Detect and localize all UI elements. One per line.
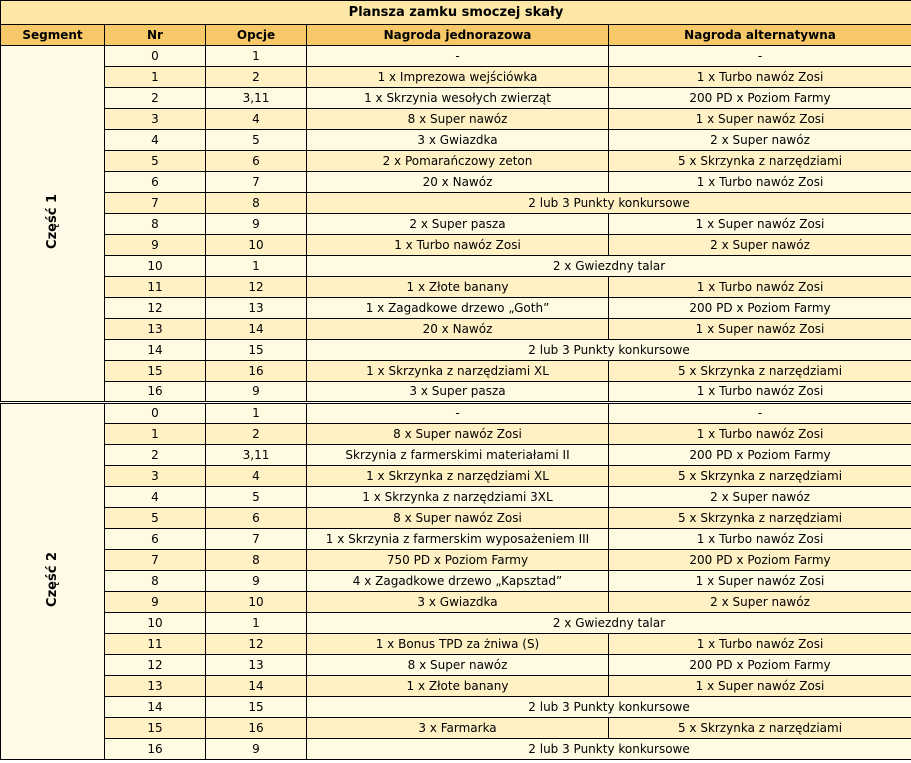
header-row	[1, 25, 911, 46]
cell-nr: 12	[105, 655, 206, 676]
cell-nagroda-jednorazowa: 8 x Super nawóz Zosi	[307, 424, 609, 445]
table-row	[1, 319, 911, 340]
cell-nagroda-jednorazowa: 1 x Skrzynka z narzędziami XL	[307, 466, 609, 487]
table-row	[1, 634, 911, 655]
table-row	[1, 676, 911, 697]
cell-nagroda-alternatywna: 1 x Turbo nawóz Zosi	[609, 424, 911, 445]
table-row	[1, 67, 911, 88]
cell-opcje: 13	[206, 298, 307, 319]
table-row	[1, 487, 911, 508]
cell-opcje: 6	[206, 508, 307, 529]
cell-nr: 8	[105, 214, 206, 235]
cell-nagroda-jednorazowa: 3 x Gwiazdka	[307, 592, 609, 613]
cell-opcje: 5	[206, 487, 307, 508]
cell-nr: 9	[105, 592, 206, 613]
cell-opcje: 1	[206, 46, 307, 67]
cell-nagroda-alternatywna: 1 x Super nawóz Zosi	[609, 214, 911, 235]
cell-nr: 5	[105, 508, 206, 529]
table-row	[1, 277, 911, 298]
cell-nagroda-jednorazowa: -	[307, 46, 609, 67]
cell-opcje: 9	[206, 739, 307, 760]
table-row	[1, 592, 911, 613]
cell-nagroda-jednorazowa: 1 x Bonus TPD za żniwa (S)	[307, 634, 609, 655]
cell-opcje: 14	[206, 319, 307, 340]
cell-opcje: 9	[206, 214, 307, 235]
cell-nagroda-jednorazowa: 3 x Farmarka	[307, 718, 609, 739]
cell-nagroda-jednorazowa: 4 x Zagadkowe drzewo „Kapsztad”	[307, 571, 609, 592]
cell-nagroda-alternatywna: 2 x Super nawóz	[609, 487, 911, 508]
segment-label: Część 2	[44, 552, 60, 607]
cell-nr: 11	[105, 634, 206, 655]
cell-opcje: 12	[206, 277, 307, 298]
cell-nagroda-alternatywna: 1 x Super nawóz Zosi	[609, 109, 911, 130]
cell-nr: 15	[105, 718, 206, 739]
cell-opcje: 2	[206, 424, 307, 445]
cell-nagroda-alternatywna: -	[609, 46, 911, 67]
cell-nr: 8	[105, 571, 206, 592]
cell-nagroda-jednorazowa: 2 x Pomarańczowy zeton	[307, 151, 609, 172]
cell-nagroda-alternatywna: 1 x Turbo nawóz Zosi	[609, 382, 911, 403]
header-segment: Segment	[1, 25, 105, 46]
table-row	[1, 403, 911, 424]
table-row	[1, 445, 911, 466]
cell-nagroda-alternatywna: 5 x Skrzynka z narzędziami	[609, 508, 911, 529]
table-row	[1, 361, 911, 382]
cell-nagroda-alternatywna: 200 PD x Poziom Farmy	[609, 88, 911, 109]
table-row	[1, 340, 911, 361]
cell-opcje: 7	[206, 172, 307, 193]
cell-nagroda-wspolna: 2 x Gwiezdny talar	[307, 613, 911, 634]
cell-opcje: 9	[206, 382, 307, 403]
cell-nr: 2	[105, 88, 206, 109]
cell-nagroda-jednorazowa: 3 x Gwiazdka	[307, 130, 609, 151]
cell-opcje: 12	[206, 634, 307, 655]
cell-opcje: 9	[206, 571, 307, 592]
cell-opcje: 1	[206, 256, 307, 277]
cell-nagroda-jednorazowa: 1 x Imprezowa wejściówka	[307, 67, 609, 88]
cell-nagroda-alternatywna: 5 x Skrzynka z narzędziami	[609, 361, 911, 382]
cell-nagroda-jednorazowa: 20 x Nawóz	[307, 319, 609, 340]
cell-nr: 13	[105, 676, 206, 697]
segment-cell	[1, 403, 105, 760]
cell-opcje: 8	[206, 550, 307, 571]
cell-nagroda-wspolna: 2 x Gwiezdny talar	[307, 256, 911, 277]
cell-nagroda-alternatywna: 5 x Skrzynka z narzędziami	[609, 466, 911, 487]
table-row	[1, 256, 911, 277]
cell-opcje: 15	[206, 697, 307, 718]
cell-nagroda-wspolna: 2 lub 3 Punkty konkursowe	[307, 340, 911, 361]
cell-opcje: 14	[206, 676, 307, 697]
cell-opcje: 10	[206, 235, 307, 256]
cell-nr: 4	[105, 487, 206, 508]
cell-opcje: 3,11	[206, 445, 307, 466]
cell-nagroda-alternatywna: 1 x Turbo nawóz Zosi	[609, 67, 911, 88]
cell-nagroda-jednorazowa: 3 x Super pasza	[307, 382, 609, 403]
header-nagroda-alternatywna: Nagroda alternatywna	[609, 25, 911, 46]
cell-nr: 9	[105, 235, 206, 256]
cell-opcje: 16	[206, 718, 307, 739]
table-row	[1, 655, 911, 676]
cell-nagroda-alternatywna: 1 x Turbo nawóz Zosi	[609, 172, 911, 193]
cell-nagroda-wspolna: 2 lub 3 Punkty konkursowe	[307, 697, 911, 718]
table-row	[1, 508, 911, 529]
cell-nr: 1	[105, 424, 206, 445]
cell-nr: 16	[105, 382, 206, 403]
cell-nr: 6	[105, 529, 206, 550]
segment-label: Część 1	[44, 194, 60, 249]
cell-nagroda-alternatywna: 1 x Turbo nawóz Zosi	[609, 277, 911, 298]
cell-opcje: 5	[206, 130, 307, 151]
table-row	[1, 88, 911, 109]
cell-nagroda-alternatywna: -	[609, 403, 911, 424]
cell-nr: 7	[105, 550, 206, 571]
table-row	[1, 235, 911, 256]
cell-opcje: 4	[206, 466, 307, 487]
cell-nagroda-alternatywna: 2 x Super nawóz	[609, 235, 911, 256]
cell-nr: 15	[105, 361, 206, 382]
cell-nagroda-alternatywna: 200 PD x Poziom Farmy	[609, 298, 911, 319]
cell-opcje: 1	[206, 613, 307, 634]
cell-nagroda-jednorazowa: 1 x Złote banany	[307, 277, 609, 298]
table-row	[1, 529, 911, 550]
cell-opcje: 1	[206, 403, 307, 424]
cell-nr: 14	[105, 697, 206, 718]
cell-nr: 10	[105, 613, 206, 634]
cell-opcje: 3,11	[206, 88, 307, 109]
cell-nr: 2	[105, 445, 206, 466]
table-title: Plansza zamku smoczej skały	[1, 1, 911, 25]
cell-nagroda-jednorazowa: 1 x Skrzynka z narzędziami XL	[307, 361, 609, 382]
cell-nagroda-alternatywna: 5 x Skrzynka z narzędziami	[609, 718, 911, 739]
cell-nr: 13	[105, 319, 206, 340]
cell-nr: 16	[105, 739, 206, 760]
table-row	[1, 718, 911, 739]
table-row	[1, 46, 911, 67]
cell-nr: 7	[105, 193, 206, 214]
cell-opcje: 7	[206, 529, 307, 550]
cell-opcje: 13	[206, 655, 307, 676]
table-row	[1, 172, 911, 193]
cell-nagroda-alternatywna: 1 x Super nawóz Zosi	[609, 676, 911, 697]
cell-nr: 11	[105, 277, 206, 298]
cell-nagroda-jednorazowa: 8 x Super nawóz Zosi	[307, 508, 609, 529]
cell-nagroda-jednorazowa: -	[307, 403, 609, 424]
cell-opcje: 8	[206, 193, 307, 214]
cell-nagroda-jednorazowa: Skrzynia z farmerskimi materiałami II	[307, 445, 609, 466]
table-row	[1, 424, 911, 445]
cell-nagroda-jednorazowa: 8 x Super nawóz	[307, 655, 609, 676]
cell-nr: 0	[105, 46, 206, 67]
cell-nr: 10	[105, 256, 206, 277]
table-row	[1, 109, 911, 130]
table-row	[1, 550, 911, 571]
cell-nr: 14	[105, 340, 206, 361]
table-row	[1, 214, 911, 235]
cell-nagroda-jednorazowa: 750 PD x Poziom Farmy	[307, 550, 609, 571]
table-row	[1, 151, 911, 172]
cell-opcje: 6	[206, 151, 307, 172]
cell-nagroda-jednorazowa: 1 x Skrzynka z narzędziami 3XL	[307, 487, 609, 508]
table-row	[1, 613, 911, 634]
cell-nagroda-alternatywna: 200 PD x Poziom Farmy	[609, 550, 911, 571]
table-row	[1, 571, 911, 592]
cell-nr: 6	[105, 172, 206, 193]
header-opcje: Opcje	[206, 25, 307, 46]
cell-opcje: 2	[206, 67, 307, 88]
cell-nagroda-jednorazowa: 1 x Złote banany	[307, 676, 609, 697]
cell-nagroda-alternatywna: 200 PD x Poziom Farmy	[609, 655, 911, 676]
cell-nagroda-alternatywna: 1 x Super nawóz Zosi	[609, 319, 911, 340]
cell-nr: 1	[105, 67, 206, 88]
cell-nagroda-wspolna: 2 lub 3 Punkty konkursowe	[307, 739, 911, 760]
cell-nagroda-alternatywna: 1 x Super nawóz Zosi	[609, 571, 911, 592]
cell-opcje: 10	[206, 592, 307, 613]
cell-opcje: 16	[206, 361, 307, 382]
cell-nagroda-jednorazowa: 1 x Turbo nawóz Zosi	[307, 235, 609, 256]
table-row	[1, 382, 911, 403]
table-row	[1, 130, 911, 151]
cell-nr: 12	[105, 298, 206, 319]
table-row	[1, 193, 911, 214]
cell-nr: 4	[105, 130, 206, 151]
cell-nagroda-alternatywna: 2 x Super nawóz	[609, 130, 911, 151]
header-nr: Nr	[105, 25, 206, 46]
cell-opcje: 15	[206, 340, 307, 361]
table-row	[1, 298, 911, 319]
table-row	[1, 466, 911, 487]
cell-nagroda-jednorazowa: 8 x Super nawóz	[307, 109, 609, 130]
table-row	[1, 739, 911, 760]
cell-nagroda-jednorazowa: 1 x Skrzynia z farmerskim wyposażeniem III	[307, 529, 609, 550]
segment-cell	[1, 46, 105, 403]
cell-nagroda-alternatywna: 1 x Turbo nawóz Zosi	[609, 634, 911, 655]
cell-nagroda-jednorazowa: 20 x Nawóz	[307, 172, 609, 193]
cell-nagroda-jednorazowa: 2 x Super pasza	[307, 214, 609, 235]
cell-nagroda-alternatywna: 1 x Turbo nawóz Zosi	[609, 529, 911, 550]
cell-nr: 5	[105, 151, 206, 172]
cell-nagroda-alternatywna: 2 x Super nawóz	[609, 592, 911, 613]
cell-nagroda-alternatywna: 200 PD x Poziom Farmy	[609, 445, 911, 466]
table-body	[1, 46, 911, 760]
cell-nagroda-jednorazowa: 1 x Skrzynia wesołych zwierząt	[307, 88, 609, 109]
cell-nagroda-wspolna: 2 lub 3 Punkty konkursowe	[307, 193, 911, 214]
cell-nagroda-jednorazowa: 1 x Zagadkowe drzewo „Goth”	[307, 298, 609, 319]
header-nagroda-jednorazowa: Nagroda jednorazowa	[307, 25, 609, 46]
title-row	[1, 1, 911, 25]
cell-nr: 3	[105, 466, 206, 487]
cell-opcje: 4	[206, 109, 307, 130]
cell-nr: 0	[105, 403, 206, 424]
cell-nr: 3	[105, 109, 206, 130]
table-row	[1, 697, 911, 718]
cell-nagroda-alternatywna: 5 x Skrzynka z narzędziami	[609, 151, 911, 172]
